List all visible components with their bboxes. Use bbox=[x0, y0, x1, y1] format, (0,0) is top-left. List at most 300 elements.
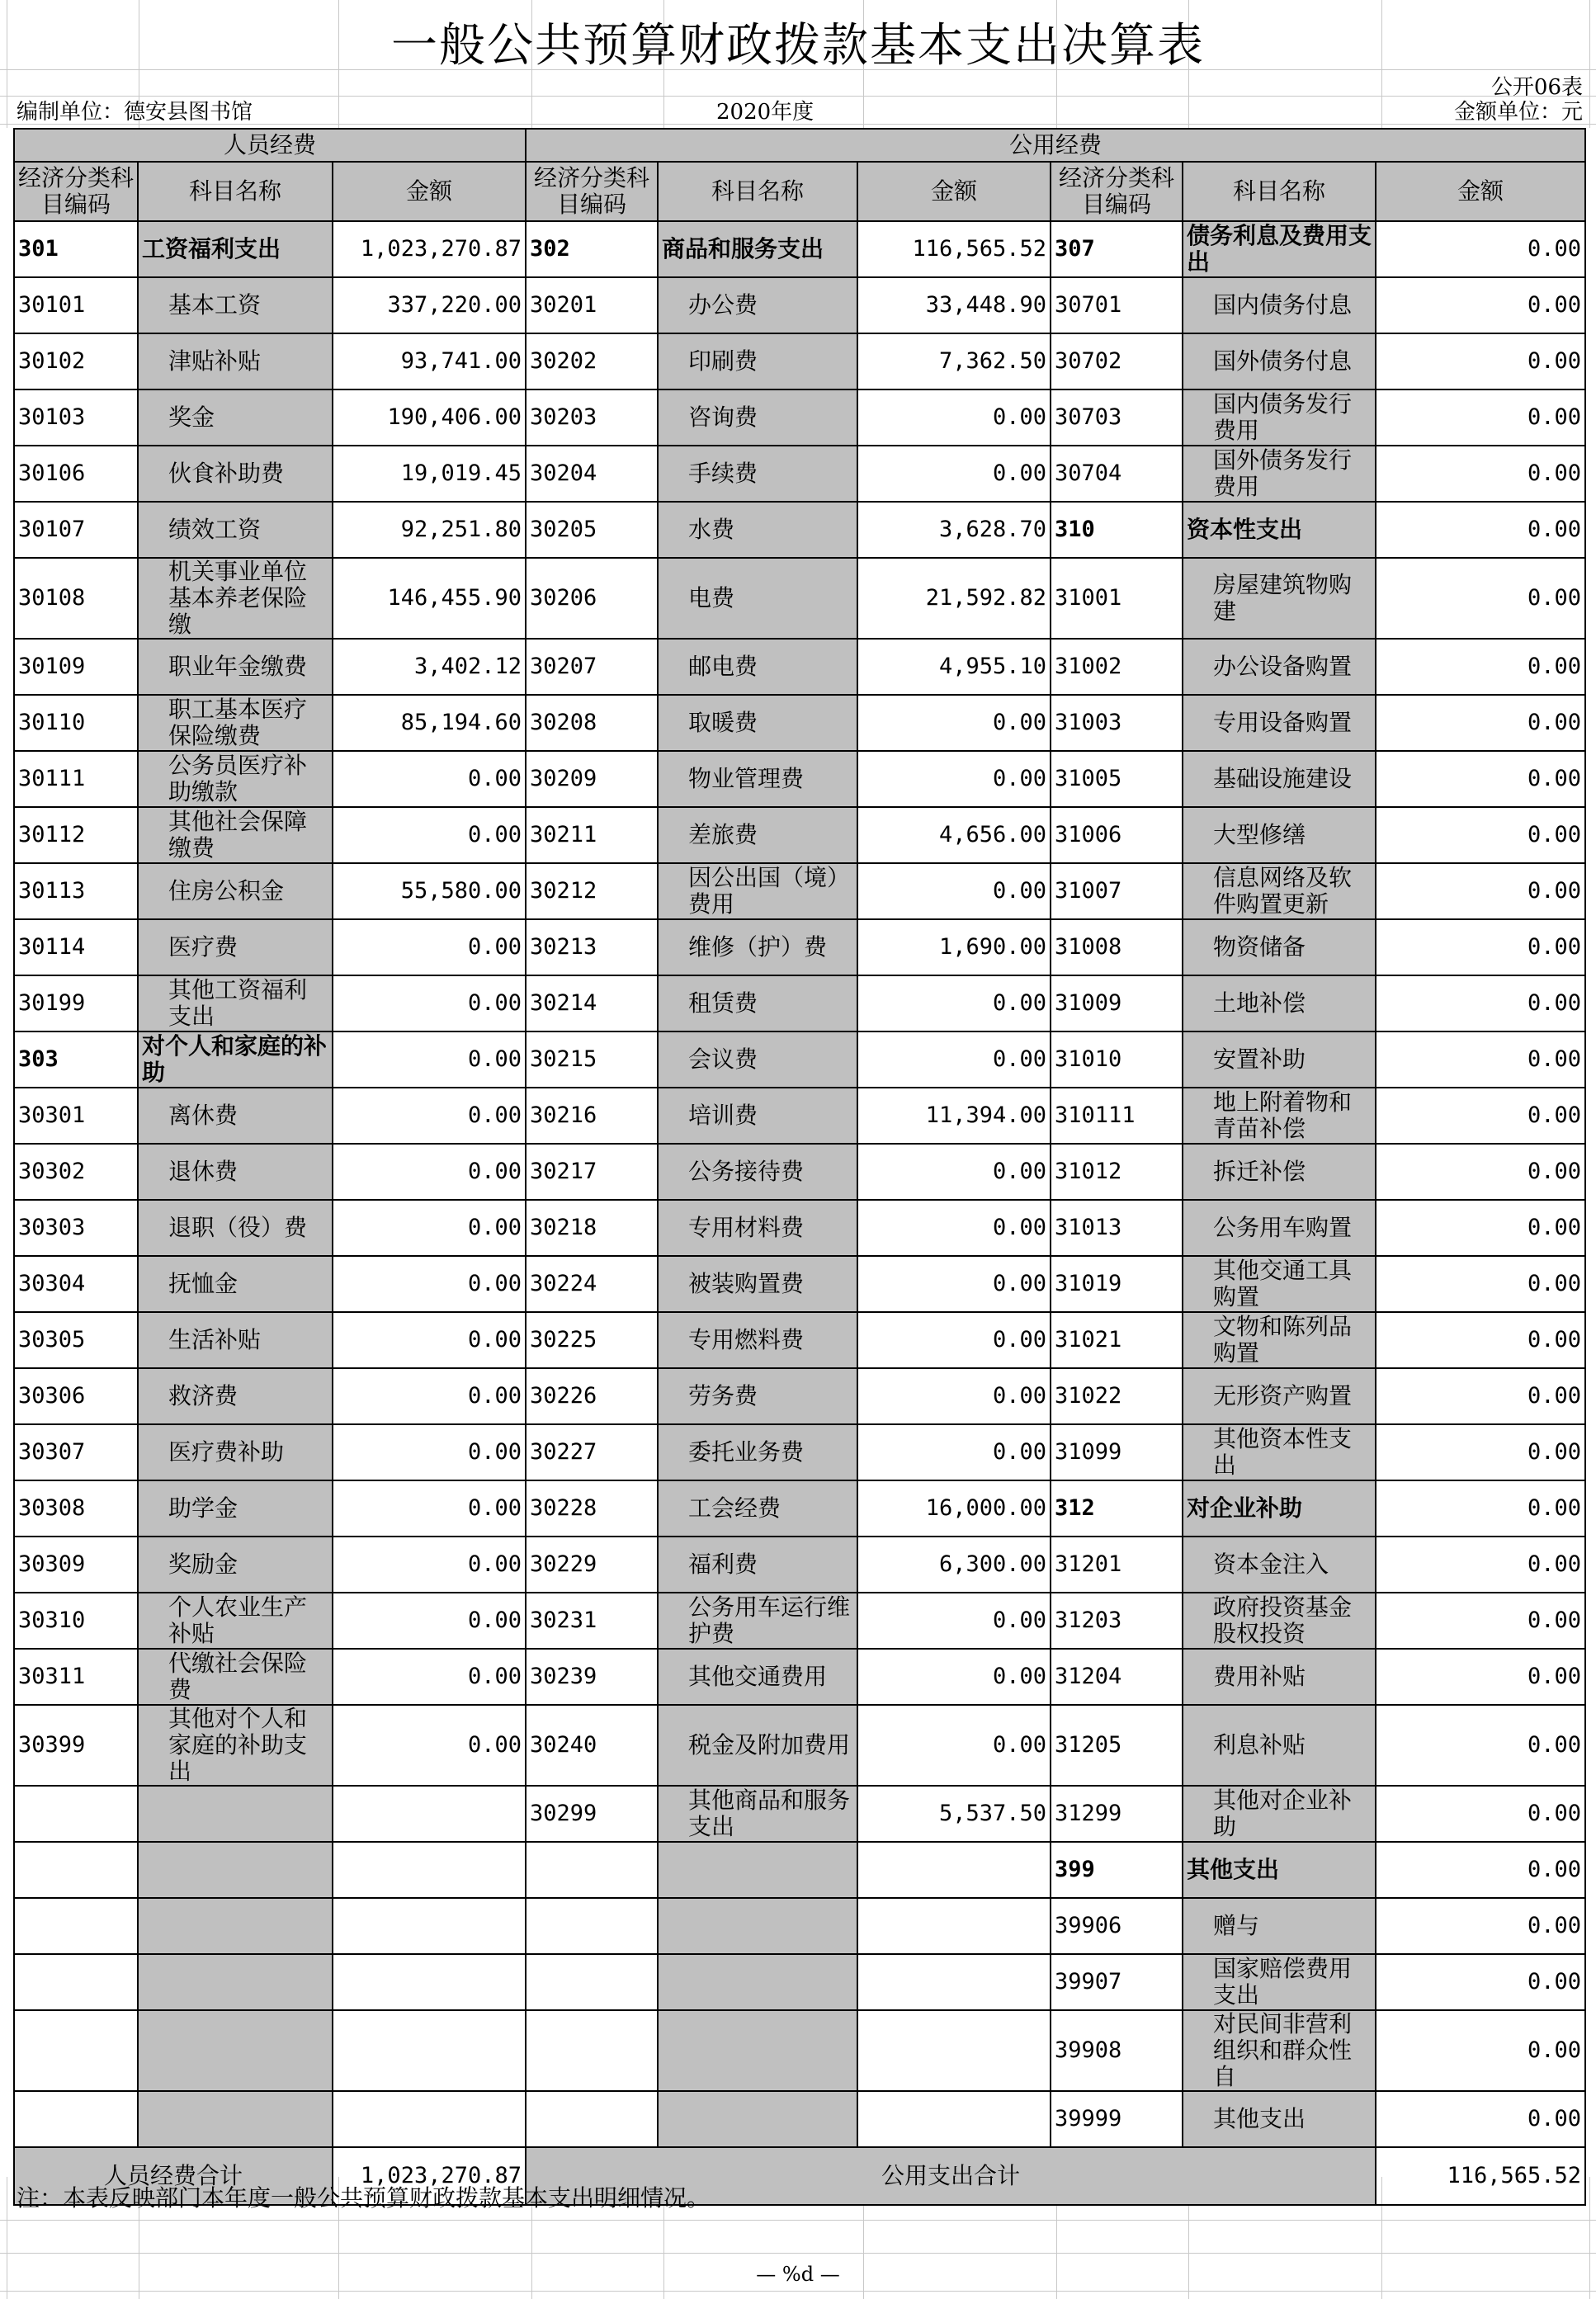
code-cell: 30101 bbox=[14, 277, 138, 333]
gridline bbox=[0, 2253, 1596, 2254]
amount-cell: 0.00 bbox=[1376, 639, 1585, 695]
item-name-cell: 专用材料费 bbox=[658, 1200, 857, 1256]
amount-cell: 0.00 bbox=[857, 1031, 1051, 1088]
table-row bbox=[14, 446, 1585, 502]
code-cell bbox=[14, 1842, 138, 1898]
item-name-cell: 其他工资福利支出 bbox=[138, 975, 333, 1031]
code-cell: 31006 bbox=[1051, 807, 1183, 863]
table-row bbox=[14, 1842, 1585, 1898]
item-name-cell: 拆迁补偿 bbox=[1183, 1144, 1376, 1200]
code-cell: 30703 bbox=[1051, 389, 1183, 446]
item-name-cell: 地上附着物和青苗补偿 bbox=[1183, 1088, 1376, 1144]
report-title: 一般公共预算财政拨款基本支出决算表 bbox=[391, 19, 1205, 73]
table-row bbox=[14, 221, 1585, 277]
code-cell: 31010 bbox=[1051, 1031, 1183, 1088]
item-name-cell: 因公出国（境）费用 bbox=[658, 863, 857, 919]
table-row bbox=[14, 1256, 1585, 1312]
table-row bbox=[14, 333, 1585, 389]
code-cell: 31022 bbox=[1051, 1368, 1183, 1424]
code-cell: 39907 bbox=[1051, 1954, 1183, 2010]
item-name-cell bbox=[658, 1898, 857, 1954]
amount-cell: 0.00 bbox=[857, 446, 1051, 502]
amount-cell: 0.00 bbox=[333, 1649, 526, 1705]
amount-cell: 0.00 bbox=[333, 1705, 526, 1786]
amount-cell: 0.00 bbox=[857, 1424, 1051, 1480]
reporting-unit: 编制单位：德安县图书馆 bbox=[17, 100, 253, 125]
header-code: 经济分类科目编码 bbox=[526, 162, 658, 221]
table-row bbox=[14, 1368, 1585, 1424]
code-cell: 31204 bbox=[1051, 1649, 1183, 1705]
item-name-cell: 医疗费 bbox=[138, 919, 333, 975]
item-name-cell: 物业管理费 bbox=[658, 751, 857, 807]
amount-cell: 85,194.60 bbox=[333, 695, 526, 751]
amount-cell: 0.00 bbox=[857, 751, 1051, 807]
amount-cell: 0.00 bbox=[1376, 1368, 1585, 1424]
code-cell: 310111 bbox=[1051, 1088, 1183, 1144]
item-name-cell: 办公费 bbox=[658, 277, 857, 333]
code-cell: 30208 bbox=[526, 695, 658, 751]
amount-cell: 19,019.45 bbox=[333, 446, 526, 502]
amount-cell: 337,220.00 bbox=[333, 277, 526, 333]
item-name-cell: 工会经费 bbox=[658, 1480, 857, 1537]
item-name-cell: 退休费 bbox=[138, 1144, 333, 1200]
footnote: 注：本表反映部门本年度一般公共预算财政拨款基本支出明细情况。 bbox=[17, 2184, 711, 2212]
item-name-cell: 信息网络及软件购置更新 bbox=[1183, 863, 1376, 919]
item-name-cell: 费用补贴 bbox=[1183, 1649, 1376, 1705]
item-name-cell: 邮电费 bbox=[658, 639, 857, 695]
code-cell: 399 bbox=[1051, 1842, 1183, 1898]
code-cell: 30239 bbox=[526, 1649, 658, 1705]
code-cell: 31203 bbox=[1051, 1593, 1183, 1649]
table-row bbox=[14, 1088, 1585, 1144]
item-name-cell: 资本金注入 bbox=[1183, 1537, 1376, 1593]
amount-cell: 0.00 bbox=[333, 1424, 526, 1480]
code-cell: 31299 bbox=[1051, 1786, 1183, 1842]
code-cell: 30304 bbox=[14, 1256, 138, 1312]
item-name-cell: 其他对企业补助 bbox=[1183, 1786, 1376, 1842]
amount-cell: 0.00 bbox=[1376, 1256, 1585, 1312]
code-cell: 310 bbox=[1051, 502, 1183, 558]
header-code: 经济分类科目编码 bbox=[1051, 162, 1183, 221]
code-cell: 30207 bbox=[526, 639, 658, 695]
table-row bbox=[14, 863, 1585, 919]
item-name-cell: 其他支出 bbox=[1183, 1842, 1376, 1898]
code-cell: 30212 bbox=[526, 863, 658, 919]
code-cell: 30701 bbox=[1051, 277, 1183, 333]
amount-cell: 0.00 bbox=[857, 1144, 1051, 1200]
amount-cell bbox=[333, 1954, 526, 2010]
amount-cell: 0.00 bbox=[1376, 863, 1585, 919]
item-name-cell: 劳务费 bbox=[658, 1368, 857, 1424]
code-cell: 31019 bbox=[1051, 1256, 1183, 1312]
table-row bbox=[14, 1898, 1585, 1954]
code-cell: 30399 bbox=[14, 1705, 138, 1786]
item-name-cell: 其他社会保障缴费 bbox=[138, 807, 333, 863]
code-cell: 30214 bbox=[526, 975, 658, 1031]
amount-cell: 0.00 bbox=[1376, 1088, 1585, 1144]
personnel-total-label: 人员经费合计 bbox=[14, 2147, 333, 2205]
item-name-cell: 对民间非营利组织和群众性自 bbox=[1183, 2010, 1376, 2091]
table-row bbox=[14, 2091, 1585, 2147]
code-cell: 30199 bbox=[14, 975, 138, 1031]
table-row bbox=[14, 2010, 1585, 2091]
amount-cell: 0.00 bbox=[1376, 221, 1585, 277]
amount-cell: 0.00 bbox=[1376, 1705, 1585, 1786]
item-name-cell: 奖励金 bbox=[138, 1537, 333, 1593]
amount-cell: 0.00 bbox=[1376, 1786, 1585, 1842]
item-name-cell: 租赁费 bbox=[658, 975, 857, 1031]
code-cell: 31201 bbox=[1051, 1537, 1183, 1593]
code-cell: 31005 bbox=[1051, 751, 1183, 807]
item-name-cell: 津贴补贴 bbox=[138, 333, 333, 389]
code-cell: 30704 bbox=[1051, 446, 1183, 502]
item-name-cell: 公务员医疗补助缴款 bbox=[138, 751, 333, 807]
table-row bbox=[14, 1144, 1585, 1200]
currency-unit: 金额单位：元 bbox=[1453, 100, 1583, 125]
item-name-cell: 工资福利支出 bbox=[138, 221, 333, 277]
group-personnel: 人员经费 bbox=[14, 129, 526, 162]
amount-cell: 0.00 bbox=[1376, 1842, 1585, 1898]
table-row bbox=[14, 1200, 1585, 1256]
amount-cell: 0.00 bbox=[1376, 446, 1585, 502]
amount-cell: 0.00 bbox=[857, 1705, 1051, 1786]
code-cell bbox=[14, 1898, 138, 1954]
table-row bbox=[14, 558, 1585, 639]
amount-cell: 0.00 bbox=[1376, 1898, 1585, 1954]
item-name-cell: 安置补助 bbox=[1183, 1031, 1376, 1088]
amount-cell: 0.00 bbox=[1376, 751, 1585, 807]
amount-cell: 33,448.90 bbox=[857, 277, 1051, 333]
code-cell: 30113 bbox=[14, 863, 138, 919]
amount-cell: 0.00 bbox=[1376, 1312, 1585, 1368]
item-name-cell: 物资储备 bbox=[1183, 919, 1376, 975]
item-name-cell: 职工基本医疗保险缴费 bbox=[138, 695, 333, 751]
code-cell: 30215 bbox=[526, 1031, 658, 1088]
code-cell: 31021 bbox=[1051, 1312, 1183, 1368]
amount-cell bbox=[857, 1954, 1051, 2010]
amount-cell: 0.00 bbox=[1376, 2091, 1585, 2147]
amount-cell: 0.00 bbox=[333, 1200, 526, 1256]
item-name-cell: 医疗费补助 bbox=[138, 1424, 333, 1480]
amount-cell: 3,402.12 bbox=[333, 639, 526, 695]
item-name-cell: 水费 bbox=[658, 502, 857, 558]
code-cell: 30311 bbox=[14, 1649, 138, 1705]
amount-cell: 11,394.00 bbox=[857, 1088, 1051, 1144]
amount-cell: 190,406.00 bbox=[333, 389, 526, 446]
item-name-cell: 其他支出 bbox=[1183, 2091, 1376, 2147]
amount-cell: 0.00 bbox=[1376, 919, 1585, 975]
amount-cell: 0.00 bbox=[1376, 333, 1585, 389]
amount-cell: 0.00 bbox=[1376, 389, 1585, 446]
item-name-cell: 对企业补助 bbox=[1183, 1480, 1376, 1537]
amount-cell: 0.00 bbox=[857, 1368, 1051, 1424]
amount-cell bbox=[857, 1842, 1051, 1898]
item-name-cell: 伙食补助费 bbox=[138, 446, 333, 502]
item-name-cell: 专用设备购置 bbox=[1183, 695, 1376, 751]
amount-cell: 0.00 bbox=[1376, 1954, 1585, 2010]
code-cell: 31205 bbox=[1051, 1705, 1183, 1786]
amount-cell bbox=[333, 2010, 526, 2091]
item-name-cell: 被装购置费 bbox=[658, 1256, 857, 1312]
code-cell: 39908 bbox=[1051, 2010, 1183, 2091]
gridline bbox=[0, 2220, 1596, 2221]
amount-cell bbox=[857, 1898, 1051, 1954]
amount-cell: 0.00 bbox=[333, 1088, 526, 1144]
code-cell: 31099 bbox=[1051, 1424, 1183, 1480]
code-cell: 30231 bbox=[526, 1593, 658, 1649]
code-cell bbox=[526, 1842, 658, 1898]
code-cell: 30108 bbox=[14, 558, 138, 639]
code-cell: 30106 bbox=[14, 446, 138, 502]
item-name-cell bbox=[138, 1786, 333, 1842]
item-name-cell: 国内债务发行费用 bbox=[1183, 389, 1376, 446]
item-name-cell: 代缴社会保险费 bbox=[138, 1649, 333, 1705]
amount-cell: 0.00 bbox=[333, 1312, 526, 1368]
code-cell: 31001 bbox=[1051, 558, 1183, 639]
item-name-cell bbox=[658, 1954, 857, 2010]
item-name-cell: 退职（役）费 bbox=[138, 1200, 333, 1256]
amount-cell: 1,023,270.87 bbox=[333, 221, 526, 277]
amount-cell: 92,251.80 bbox=[333, 502, 526, 558]
amount-cell: 0.00 bbox=[333, 1256, 526, 1312]
gridline bbox=[0, 2291, 1596, 2292]
code-cell bbox=[14, 1954, 138, 2010]
gridline bbox=[0, 96, 1596, 97]
item-name-cell bbox=[658, 2010, 857, 2091]
code-cell: 303 bbox=[14, 1031, 138, 1088]
code-cell: 30229 bbox=[526, 1537, 658, 1593]
code-cell: 30209 bbox=[526, 751, 658, 807]
code-cell: 30702 bbox=[1051, 333, 1183, 389]
code-cell bbox=[14, 2091, 138, 2147]
code-cell: 30111 bbox=[14, 751, 138, 807]
amount-cell: 0.00 bbox=[333, 1480, 526, 1537]
item-name-cell bbox=[138, 1898, 333, 1954]
code-cell: 30205 bbox=[526, 502, 658, 558]
item-name-cell: 土地补偿 bbox=[1183, 975, 1376, 1031]
amount-cell: 0.00 bbox=[1376, 1200, 1585, 1256]
code-cell: 30202 bbox=[526, 333, 658, 389]
amount-cell: 4,656.00 bbox=[857, 807, 1051, 863]
table-row bbox=[14, 695, 1585, 751]
item-name-cell: 资本性支出 bbox=[1183, 502, 1376, 558]
item-name-cell: 奖金 bbox=[138, 389, 333, 446]
amount-cell: 0.00 bbox=[857, 1256, 1051, 1312]
personnel-total-amount: 1,023,270.87 bbox=[333, 2147, 526, 2205]
item-name-cell: 离休费 bbox=[138, 1088, 333, 1144]
item-name-cell: 机关事业单位基本养老保险缴 bbox=[138, 558, 333, 639]
item-name-cell: 维修（护）费 bbox=[658, 919, 857, 975]
item-name-cell: 国外债务付息 bbox=[1183, 333, 1376, 389]
item-name-cell: 取暖费 bbox=[658, 695, 857, 751]
item-name-cell bbox=[138, 1842, 333, 1898]
amount-cell: 146,455.90 bbox=[333, 558, 526, 639]
code-cell: 30109 bbox=[14, 639, 138, 695]
amount-cell: 0.00 bbox=[857, 1200, 1051, 1256]
table-row bbox=[14, 1786, 1585, 1842]
table-row bbox=[14, 751, 1585, 807]
item-name-cell: 国内债务付息 bbox=[1183, 277, 1376, 333]
code-cell: 31012 bbox=[1051, 1144, 1183, 1200]
item-name-cell: 培训费 bbox=[658, 1088, 857, 1144]
item-name-cell: 职业年金缴费 bbox=[138, 639, 333, 695]
amount-cell: 4,955.10 bbox=[857, 639, 1051, 695]
code-cell: 30301 bbox=[14, 1088, 138, 1144]
table-row bbox=[14, 502, 1585, 558]
code-cell: 312 bbox=[1051, 1480, 1183, 1537]
table-row bbox=[14, 1480, 1585, 1537]
code-cell: 31013 bbox=[1051, 1200, 1183, 1256]
code-cell bbox=[14, 1786, 138, 1842]
code-cell: 30204 bbox=[526, 446, 658, 502]
public-total-label: 公用支出合计 bbox=[526, 2147, 1376, 2205]
item-name-cell bbox=[138, 2010, 333, 2091]
amount-cell: 0.00 bbox=[1376, 1480, 1585, 1537]
amount-cell: 0.00 bbox=[1376, 1537, 1585, 1593]
code-cell bbox=[14, 2010, 138, 2091]
amount-cell: 55,580.00 bbox=[333, 863, 526, 919]
code-cell bbox=[526, 2091, 658, 2147]
code-cell: 30112 bbox=[14, 807, 138, 863]
item-name-cell: 政府投资基金股权投资 bbox=[1183, 1593, 1376, 1649]
item-name-cell: 住房公积金 bbox=[138, 863, 333, 919]
group-public: 公用经费 bbox=[526, 129, 1585, 162]
code-cell: 31003 bbox=[1051, 695, 1183, 751]
item-name-cell: 公务接待费 bbox=[658, 1144, 857, 1200]
code-cell: 30203 bbox=[526, 389, 658, 446]
item-name-cell: 其他资本性支出 bbox=[1183, 1424, 1376, 1480]
code-cell bbox=[526, 1954, 658, 2010]
item-name-cell: 大型修缮 bbox=[1183, 807, 1376, 863]
table-row bbox=[14, 1649, 1585, 1705]
amount-cell: 3,628.70 bbox=[857, 502, 1051, 558]
amount-cell: 0.00 bbox=[1376, 1593, 1585, 1649]
item-name-cell: 其他交通工具购置 bbox=[1183, 1256, 1376, 1312]
amount-cell: 0.00 bbox=[333, 1593, 526, 1649]
table-row bbox=[14, 277, 1585, 333]
code-cell: 30103 bbox=[14, 389, 138, 446]
table-row bbox=[14, 1705, 1585, 1786]
amount-cell: 0.00 bbox=[1376, 558, 1585, 639]
amount-cell: 5,537.50 bbox=[857, 1786, 1051, 1842]
item-name-cell: 咨询费 bbox=[658, 389, 857, 446]
amount-cell: 0.00 bbox=[333, 1537, 526, 1593]
table-row bbox=[14, 919, 1585, 975]
amount-cell: 0.00 bbox=[333, 751, 526, 807]
code-cell: 30309 bbox=[14, 1537, 138, 1593]
item-name-cell: 助学金 bbox=[138, 1480, 333, 1537]
code-cell: 31009 bbox=[1051, 975, 1183, 1031]
amount-cell: 0.00 bbox=[1376, 695, 1585, 751]
code-cell: 31002 bbox=[1051, 639, 1183, 695]
amount-cell: 0.00 bbox=[333, 1144, 526, 1200]
item-name-cell: 专用燃料费 bbox=[658, 1312, 857, 1368]
amount-cell: 0.00 bbox=[1376, 502, 1585, 558]
code-cell: 39999 bbox=[1051, 2091, 1183, 2147]
item-name-cell: 会议费 bbox=[658, 1031, 857, 1088]
amount-cell: 0.00 bbox=[1376, 2010, 1585, 2091]
item-name-cell: 电费 bbox=[658, 558, 857, 639]
amount-cell: 6,300.00 bbox=[857, 1537, 1051, 1593]
table-row bbox=[14, 975, 1585, 1031]
header-name: 科目名称 bbox=[658, 162, 857, 221]
amount-cell: 0.00 bbox=[333, 1368, 526, 1424]
item-name-cell: 抚恤金 bbox=[138, 1256, 333, 1312]
amount-cell: 0.00 bbox=[333, 1031, 526, 1088]
code-cell: 30303 bbox=[14, 1200, 138, 1256]
amount-cell: 116,565.52 bbox=[857, 221, 1051, 277]
amount-cell: 0.00 bbox=[857, 389, 1051, 446]
header-name: 科目名称 bbox=[138, 162, 333, 221]
item-name-cell: 国外债务发行费用 bbox=[1183, 446, 1376, 502]
code-cell: 39906 bbox=[1051, 1898, 1183, 1954]
code-cell: 30308 bbox=[14, 1480, 138, 1537]
amount-cell: 0.00 bbox=[1376, 807, 1585, 863]
item-name-cell: 印刷费 bbox=[658, 333, 857, 389]
expenditure-table bbox=[13, 128, 1586, 2206]
code-cell: 30299 bbox=[526, 1786, 658, 1842]
table-row bbox=[14, 639, 1585, 695]
item-name-cell: 救济费 bbox=[138, 1368, 333, 1424]
item-name-cell: 基础设施建设 bbox=[1183, 751, 1376, 807]
code-cell: 30217 bbox=[526, 1144, 658, 1200]
item-name-cell: 委托业务费 bbox=[658, 1424, 857, 1480]
amount-cell: 21,592.82 bbox=[857, 558, 1051, 639]
item-name-cell: 绩效工资 bbox=[138, 502, 333, 558]
code-cell: 30302 bbox=[14, 1144, 138, 1200]
amount-cell: 0.00 bbox=[333, 919, 526, 975]
code-cell: 301 bbox=[14, 221, 138, 277]
code-cell: 307 bbox=[1051, 221, 1183, 277]
item-name-cell: 国家赔偿费用支出 bbox=[1183, 1954, 1376, 2010]
amount-cell: 0.00 bbox=[1376, 1424, 1585, 1480]
table-row bbox=[14, 1312, 1585, 1368]
item-name-cell bbox=[658, 1842, 857, 1898]
item-name-cell: 文物和陈列品购置 bbox=[1183, 1312, 1376, 1368]
table-row bbox=[14, 1593, 1585, 1649]
code-cell: 30201 bbox=[526, 277, 658, 333]
code-cell: 30102 bbox=[14, 333, 138, 389]
code-cell: 302 bbox=[526, 221, 658, 277]
code-cell: 30310 bbox=[14, 1593, 138, 1649]
page-number: — %d — bbox=[756, 2263, 840, 2286]
item-name-cell: 赠与 bbox=[1183, 1898, 1376, 1954]
item-name-cell: 生活补贴 bbox=[138, 1312, 333, 1368]
amount-cell: 0.00 bbox=[1376, 1031, 1585, 1088]
code-cell: 30228 bbox=[526, 1480, 658, 1537]
item-name-cell: 手续费 bbox=[658, 446, 857, 502]
code-cell: 30213 bbox=[526, 919, 658, 975]
item-name-cell: 税金及附加费用 bbox=[658, 1705, 857, 1786]
item-name-cell: 其他交通费用 bbox=[658, 1649, 857, 1705]
table-row bbox=[14, 389, 1585, 446]
amount-cell bbox=[333, 1786, 526, 1842]
table-row bbox=[14, 1537, 1585, 1593]
group-header-row bbox=[14, 129, 1585, 162]
code-cell: 31008 bbox=[1051, 919, 1183, 975]
table-row bbox=[14, 1424, 1585, 1480]
column-header-row bbox=[14, 162, 1585, 221]
item-name-cell: 其他对个人和家庭的补助支出 bbox=[138, 1705, 333, 1786]
code-cell: 30306 bbox=[14, 1368, 138, 1424]
table-row bbox=[14, 1954, 1585, 2010]
item-name-cell: 个人农业生产补贴 bbox=[138, 1593, 333, 1649]
amount-cell: 0.00 bbox=[857, 975, 1051, 1031]
code-cell: 30305 bbox=[14, 1312, 138, 1368]
amount-cell bbox=[333, 1842, 526, 1898]
header-amount: 金额 bbox=[857, 162, 1051, 221]
code-cell: 30224 bbox=[526, 1256, 658, 1312]
